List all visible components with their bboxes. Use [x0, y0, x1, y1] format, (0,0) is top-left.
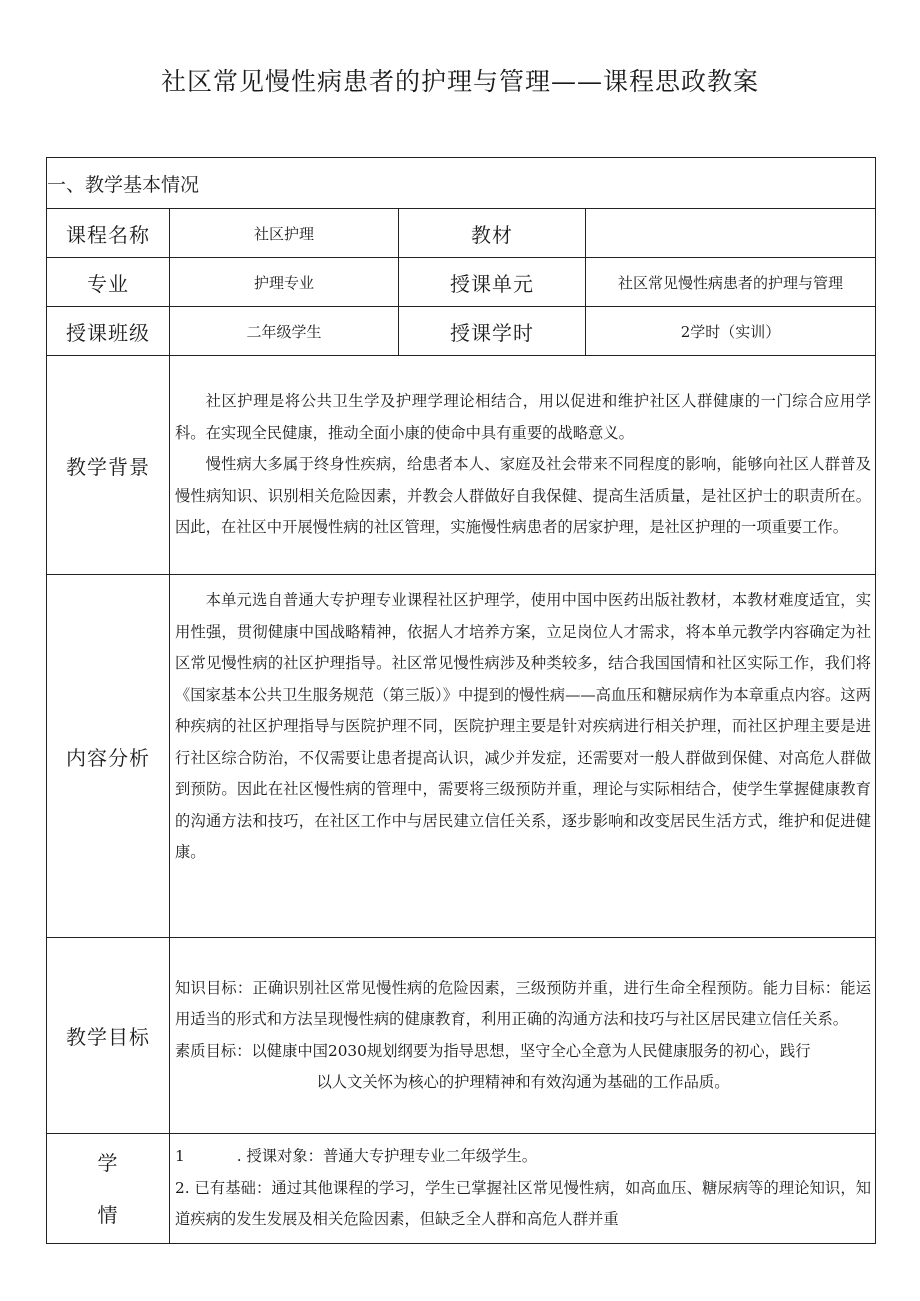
analysis-row [47, 575, 876, 938]
background-label: 教学背景 [47, 356, 170, 575]
situation-item-1-text: . 授课对象：普通大专护理专业二年级学生。 [236, 1147, 538, 1166]
major-value: 护理专业 [170, 258, 399, 307]
hours-value: 2学时（实训） [586, 307, 876, 356]
goals-paragraph-1: 知识目标：正确识别社区常见慢性病的危险因素，三级预防并重，进行生命全程预防。能力目标：能运用适当的形式和方法呈现慢性病的健康教育，利用正确的沟通方法和技巧与社区居民建立信任关系。 [175, 978, 872, 1028]
background-paragraph-2: 慢性病大多属于终身性疾病，给患者本人、家庭及社会带来不同程度的影响，能够向社区人群普及慢性病知识、识别相关危险因素，并教会人群做好自我保健、提高生活质量，是社区护士的职责所在。因此，在社区中开展慢性病的社区管理，实施慢性病患者的居家护理，是社区护理的一项重要工作。 [175, 455, 872, 537]
class-value: 二年级学生 [170, 307, 399, 356]
situation-item-2: 2. 已有基础：通过其他课程的学习，学生已掌握社区常见慢性病，如高血压、糖尿病等的理论知识，知道疾病的发生发展及相关危险因素，但缺乏全人群和高危人群并重 [175, 1178, 872, 1229]
info-row-course [47, 209, 876, 258]
hours-label: 授课学时 [399, 307, 586, 356]
background-row [47, 356, 876, 575]
course-name-value: 社区护理 [170, 209, 399, 258]
situation-label-line-1: 学 [97, 1150, 119, 1175]
goals-row [47, 938, 876, 1134]
textbook-value [586, 209, 876, 258]
course-name-label: 课程名称 [47, 209, 170, 258]
situation-row [47, 1134, 876, 1244]
section-heading: 一、教学基本情况 [47, 158, 876, 209]
section-heading-row [47, 158, 876, 209]
unit-value: 社区常见慢性病患者的护理与管理 [586, 258, 876, 307]
situation-content [170, 1134, 876, 1244]
goals-paragraph-2: 素质目标：以健康中国2030规划纲要为指导思想，坚守全心全意为人民健康服务的初心，践行 [175, 1041, 811, 1060]
analysis-paragraph: 本单元选自普通大专护理专业课程社区护理学，使用中国中医药出版社教材，本教材难度适宜，实用性强，贯彻健康中国战略精神，依据人才培养方案，立足岗位人才需求，将本单元教学内容确定为社区常见慢性病的社区护理指导。社区常见慢性病涉及种类较多，结合我国国情和社区实际工作，我们将《国家基本公共卫生服务规范（第三版）》中提到的慢性病——高血压和糖尿病作为本章重点内容。这两种疾病的社区护理指导与医院护理不同，医院护理主要是针对疾病进行相关护理，而社区护理主要是进行社区综合防治，不仅需要让患者提高认识，减少并发症，还需要对一般人群做到保健、对高危人群做到预防。因此在社区慢性病的管理中，需要将三级预防并重，理论与实际相结合，使学生掌握健康教育的沟通方法和技巧，在社区工作中与居民建立信任关系，逐步影响和改变居民生活方式，维护和促进健康。 [175, 591, 872, 861]
major-label: 专业 [47, 258, 170, 307]
analysis-label: 内容分析 [47, 575, 170, 938]
background-paragraph-1: 社区护理是将公共卫生学及护理学理论相结合，用以促进和维护社区人群健康的一门综合应用学科。在实现全民健康，推动全面小康的使命中具有重要的战略意义。 [175, 392, 872, 442]
situation-item-1-number: 1 [175, 1147, 185, 1166]
info-row-class [47, 307, 876, 356]
goals-paragraph-3: 以人文关怀为核心的护理精神和有效沟通为基础的工作品质。 [316, 1073, 730, 1091]
unit-label: 授课单元 [399, 258, 586, 307]
document-title: 社区常见慢性病患者的护理与管理——课程思政教案 [160, 67, 759, 96]
analysis-content [170, 575, 876, 938]
goals-content [170, 938, 876, 1134]
goals-label: 教学目标 [47, 938, 170, 1134]
situation-item-1 [175, 1141, 871, 1173]
lesson-plan-table [46, 157, 876, 1244]
info-row-major [47, 258, 876, 307]
background-content [170, 356, 876, 575]
class-label: 授课班级 [47, 307, 170, 356]
textbook-label: 教材 [399, 209, 586, 258]
situation-label [47, 1134, 170, 1244]
situation-label-line-2: 情 [97, 1202, 119, 1227]
